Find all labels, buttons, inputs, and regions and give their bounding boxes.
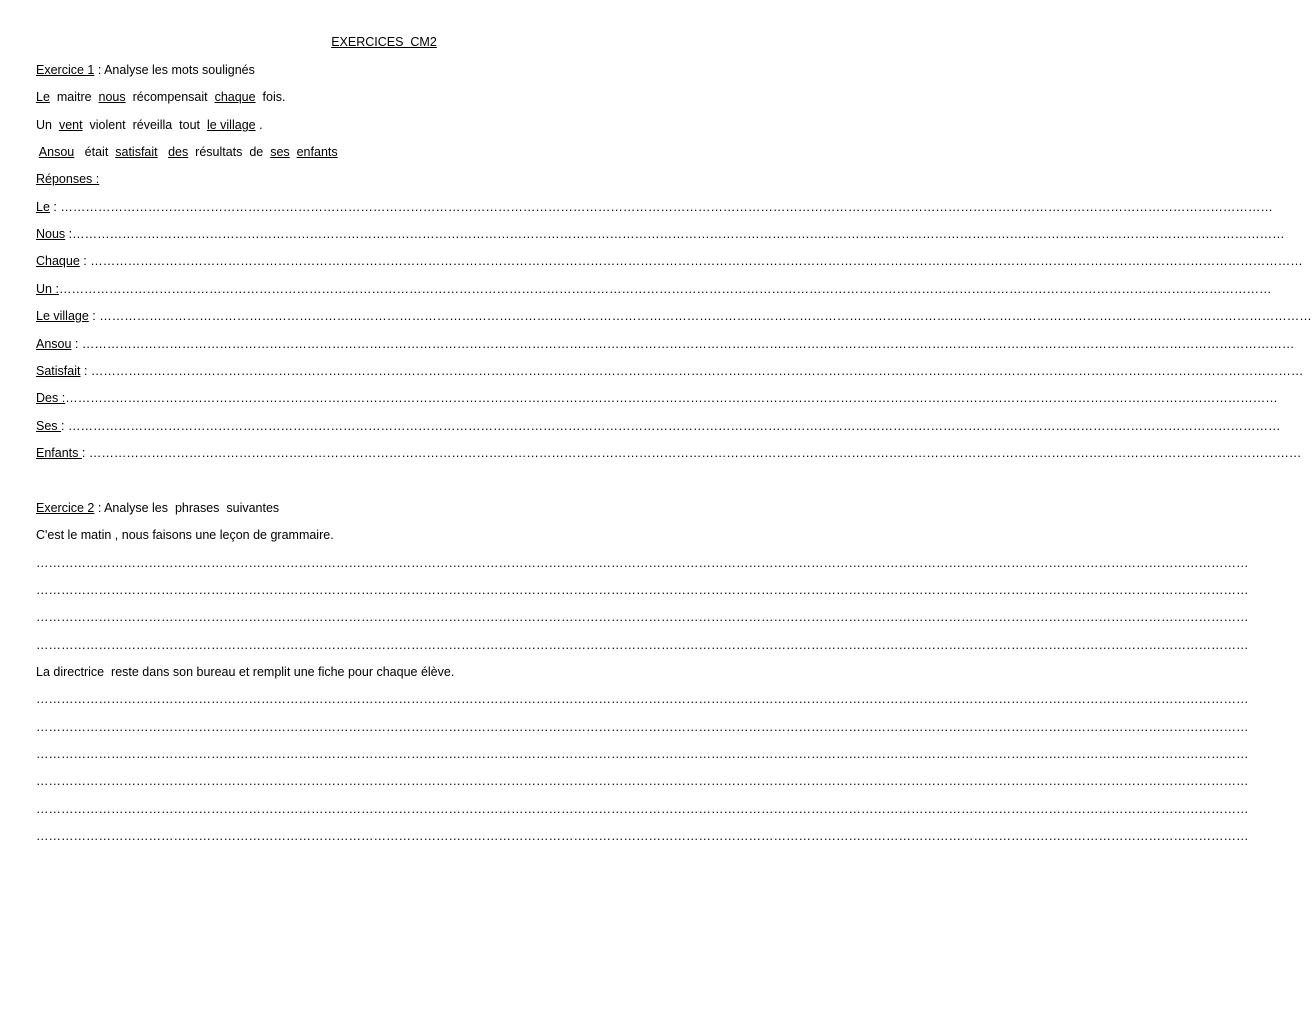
answer-line[interactable] [36, 363, 1304, 379]
answer-dots: ………………………………………………………………………………………………………………………………………………………………………………………………………………………………………………………………… [90, 254, 1303, 268]
answer-separator: : [81, 446, 89, 460]
exercise-2-label: Exercice 2 [36, 501, 95, 515]
writing-line[interactable]: ………………………………………………………………………………………………………………………………………………………………………………………………………………………………………………………………… [36, 802, 1249, 816]
answer-line[interactable] [36, 390, 1278, 406]
exercise-1-label: Exercice 1 [36, 63, 95, 77]
writing-line[interactable]: ………………………………………………………………………………………………………………………………………………………………………………………………………………………………………………………………… [36, 774, 1249, 788]
sentence-text: violent réveilla tout [82, 118, 207, 132]
writing-line[interactable]: ………………………………………………………………………………………………………………………………………………………………………………………………………………………………………………………………… [36, 829, 1249, 843]
sentence-text: Un [36, 118, 59, 132]
answer-separator: : [80, 364, 91, 378]
answer-word: Des : [36, 391, 66, 405]
writing-line[interactable]: ………………………………………………………………………………………………………………………………………………………………………………………………………………………………………………………………… [36, 692, 1249, 706]
answer-line[interactable] [36, 336, 1295, 352]
sentence-text: . [255, 118, 263, 132]
sentence-text: résultats de [188, 145, 271, 159]
exercise-2-sentence-2: La directrice reste dans son bureau et remplit une fiche pour chaque élève. [36, 665, 455, 679]
answer-dots: ………………………………………………………………………………………………………………………………………………………………………………………………………………………………………………………………… [88, 446, 1302, 460]
exercise-1-sentence [36, 144, 338, 160]
sentence-text: était [74, 145, 116, 159]
sentence-text [290, 145, 297, 159]
answer-line[interactable] [36, 281, 1272, 297]
answer-line[interactable] [36, 226, 1285, 242]
sentence-text: maitre [49, 90, 99, 104]
answer-dots: ………………………………………………………………………………………………………………………………………………………………………………………………………………………………………………………………… [67, 419, 1281, 433]
answer-separator: : [71, 337, 82, 351]
answer-dots: ………………………………………………………………………………………………………………………………………………………………………………………………………………………………………………………………… [90, 364, 1304, 378]
sentence-text: fois. [255, 90, 286, 104]
underlined-word: Ansou [38, 145, 75, 159]
underlined-word: vent [58, 118, 83, 132]
answer-dots: ………………………………………………………………………………………………………………………………………………………………………………………………………………………………………………………………… [65, 391, 1278, 405]
exercise-2-heading [36, 500, 279, 516]
underlined-word: le village [206, 118, 256, 132]
answer-dots: ………………………………………………………………………………………………………………………………………………………………………………………………………………………………………………………………… [58, 282, 1272, 296]
answer-separator: : [79, 254, 91, 268]
answer-dots: ………………………………………………………………………………………………………………………………………………………………………………………………………………………………………………………………… [72, 227, 1285, 241]
underlined-word: nous [98, 90, 126, 104]
underlined-word: Le [36, 90, 50, 104]
answer-line[interactable] [36, 308, 1312, 324]
answer-separator: : [49, 200, 61, 214]
exercise-1-instruction: : Analyse les mots soulignés [94, 63, 255, 77]
underlined-word: ses [270, 145, 290, 159]
sentence-text [158, 145, 168, 159]
writing-line[interactable]: ………………………………………………………………………………………………………………………………………………………………………………………………………………………………………………………………… [36, 556, 1249, 570]
answer-word: Enfants [36, 446, 82, 460]
underlined-word: chaque [214, 90, 256, 104]
page-title: EXERCICES CM2 [331, 35, 437, 49]
exercise-2-sentence-1: C'est le matin , nous faisons une leçon de grammaire. [36, 528, 334, 542]
answer-line[interactable] [36, 445, 1302, 461]
responses-label: Réponses : [36, 172, 100, 186]
answer-word: Le village [36, 309, 89, 323]
exercise-2-instruction: : Analyse les phrases suivantes [94, 501, 280, 515]
sentence-text: récompensait [125, 90, 215, 104]
answer-word: Nous [36, 227, 66, 241]
writing-line[interactable]: ………………………………………………………………………………………………………………………………………………………………………………………………………………………………………………………………… [36, 583, 1249, 597]
answer-word: Un : [36, 282, 59, 296]
exercise-1-sentence [36, 89, 285, 105]
underlined-word: satisfait [115, 145, 158, 159]
answer-word: Le [36, 200, 50, 214]
answer-line[interactable] [36, 199, 1273, 215]
answer-line[interactable] [36, 253, 1303, 269]
exercise-1-heading [36, 62, 255, 78]
answer-dots: ………………………………………………………………………………………………………………………………………………………………………………………………………………………………………………………………… [60, 200, 1273, 214]
answer-word: Ansou [36, 337, 72, 351]
answer-separator: : [65, 227, 73, 241]
underlined-word: des [168, 145, 189, 159]
writing-line[interactable]: ………………………………………………………………………………………………………………………………………………………………………………………………………………………………………………………………… [36, 610, 1249, 624]
writing-line[interactable]: ………………………………………………………………………………………………………………………………………………………………………………………………………………………………………………………………… [36, 720, 1249, 734]
answer-word: Chaque [36, 254, 80, 268]
writing-line[interactable]: ………………………………………………………………………………………………………………………………………………………………………………………………………………………………………………………………… [36, 747, 1249, 761]
answer-dots: ………………………………………………………………………………………………………………………………………………………………………………………………………………………………………………………………… [99, 309, 1312, 323]
answer-line[interactable] [36, 418, 1281, 434]
answer-separator: : [61, 419, 68, 433]
answer-dots: ………………………………………………………………………………………………………………………………………………………………………………………………………………………………………………………………… [81, 337, 1295, 351]
exercise-1-sentence [36, 117, 263, 133]
answer-word: Satisfait [36, 364, 81, 378]
writing-line[interactable]: ………………………………………………………………………………………………………………………………………………………………………………………………………………………………………………………………… [36, 638, 1249, 652]
underlined-word: enfants [296, 145, 338, 159]
answer-separator: : [88, 309, 100, 323]
answer-word: Ses [36, 419, 62, 433]
